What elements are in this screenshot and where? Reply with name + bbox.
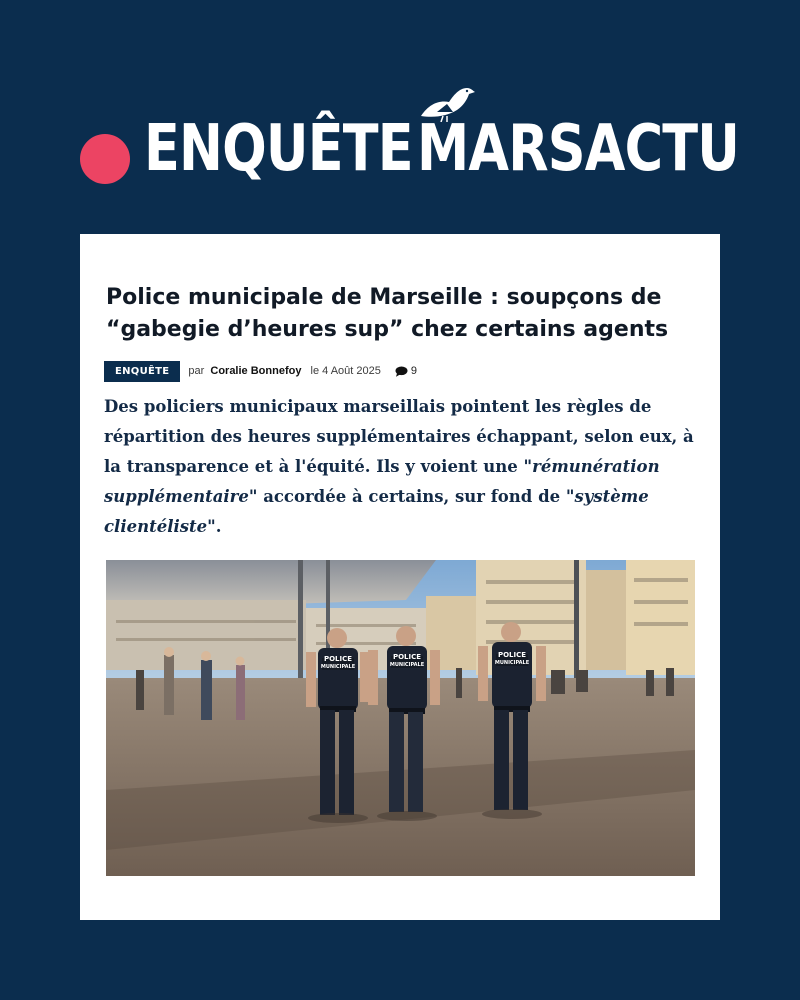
publish-date: le 4 Août 2025 <box>310 365 381 377</box>
article-lead <box>104 392 700 542</box>
vest-label: MUNICIPALE <box>494 660 530 666</box>
comments-link[interactable] <box>395 365 417 377</box>
by-prefix: par <box>188 365 205 377</box>
vest-label: POLICE <box>323 655 353 663</box>
author-link[interactable]: Coralie Bonnefoy <box>210 365 302 377</box>
brand-dot <box>80 134 130 184</box>
vest-label: MUNICIPALE <box>389 662 425 668</box>
article-card <box>80 234 720 920</box>
lead-text-3: . <box>215 517 222 536</box>
lead-quote-1: "rémunération supplémentaire" <box>104 457 660 506</box>
lead-text-1: Des policiers municipaux marseillais pointent les règles de répartition des heures supplémentaires échappant, selon eux, à la transparence et à l'équité. Ils y voient une <box>104 397 694 476</box>
police-officers-photo <box>106 560 695 876</box>
comment-icon <box>395 366 408 377</box>
comment-count: 9 <box>410 365 417 377</box>
vest-label: POLICE <box>392 653 422 661</box>
lead-quote-2: "système clientéliste" <box>104 487 649 536</box>
article-title[interactable]: Police municipale de Marseille : soupçons de “gabegie d’heures sup” chez certains agents <box>106 285 669 342</box>
building <box>586 570 626 670</box>
lead-text-2: accordée à certains, sur fond de <box>257 487 566 506</box>
vest-label: MUNICIPALE <box>320 664 356 670</box>
article-photo[interactable] <box>106 560 695 876</box>
brand-enquete-text: ENQUÊTE <box>144 112 413 186</box>
article-meta <box>104 360 417 382</box>
building <box>626 560 695 675</box>
brand-marsactu-logo[interactable]: MARSACTU <box>417 112 740 186</box>
vest-label: POLICE <box>497 651 527 659</box>
category-badge[interactable]: ENQUÊTE <box>104 361 180 382</box>
site-branding <box>80 82 740 202</box>
byline <box>188 365 380 377</box>
